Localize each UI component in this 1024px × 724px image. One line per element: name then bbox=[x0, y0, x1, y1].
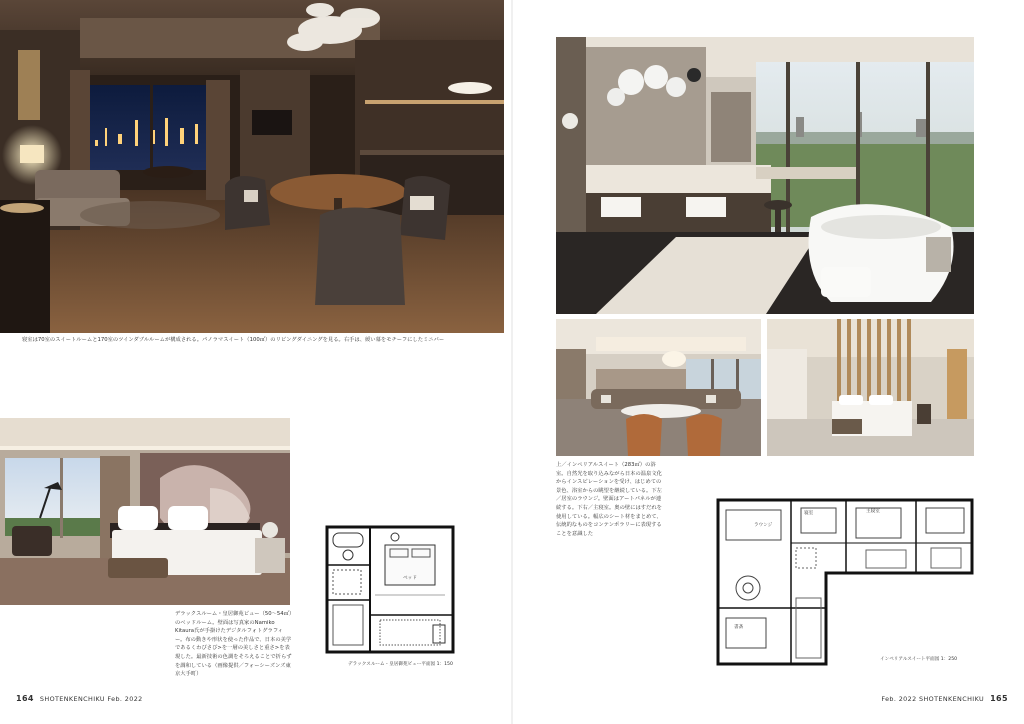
plan-room-label-lounge: ラウンジ bbox=[754, 523, 773, 528]
photo-living-dining bbox=[0, 0, 504, 333]
plan-room-label-study: 書斎 bbox=[734, 625, 744, 630]
caption-imperial-suite: 上／インペリアルスイート（283㎡）の浴室。自然光を取り込みながら日本の温泉文化からインスピレーションを受け、はじめての景色、浴室からの眺望を継続している。下左／居室のラウンジ。壁面はアートパネルが連続する。下右／主寝室。奥の壁にはすだれを使用している。幅広のシート材をまとめて、伝統的なものをコンテンポラリーに表現することを意識した bbox=[556, 462, 662, 537]
page-number-right: 165 bbox=[990, 694, 1008, 703]
photo-imperial-master-bedroom bbox=[767, 319, 974, 456]
plan-room-label-bedroom: 寝室 bbox=[804, 511, 814, 516]
caption-deluxe-room: デラックスルーム・皇居御苑ビュー（50〜54㎡）のベッドルーム。壁面は写真家のNamiko Kitaura氏が手掛けたデジタルフォトグラフィー。布の動きや形状を使った作品で、日本の美学であるくわびさび>を一層の美しさと重さ>を表現した。最新技術の色調をそろえることで折らずを調和している（画像提供／フォーシーズンズ東京大手町） bbox=[175, 611, 292, 678]
page-number-left: 164 bbox=[16, 694, 34, 703]
page-gutter bbox=[511, 0, 513, 724]
plan-room-label-master-bedroom: 主寝室 bbox=[866, 509, 880, 514]
plan-room-label-bed: ベッド bbox=[403, 576, 417, 581]
floorplan-imperial-label: インペリアルスイート平面図 1：250 bbox=[880, 657, 958, 662]
folio-right bbox=[881, 694, 1014, 703]
photo-deluxe-bedroom bbox=[0, 418, 290, 605]
floorplan-deluxe-label: デラックスルーム・皇居御苑ビュー平面図 1：150 bbox=[348, 662, 453, 667]
caption-living-dining: 寝室は70室のスイートルームと170室のツインダブルルームが構成される。パノラマスイート（100㎡）のリビングダイニングを見る。右手は、緩い幕をモチーフにしたミニバー bbox=[22, 337, 445, 343]
folio-left-text: SHOTENKENCHIKU Feb. 2022 bbox=[39, 695, 143, 703]
folio-right-text: Feb. 2022 SHOTENKENCHIKU bbox=[881, 695, 985, 703]
floorplan-deluxe-room bbox=[325, 525, 455, 655]
floorplan-imperial-suite bbox=[716, 498, 974, 666]
folio-left bbox=[10, 694, 143, 703]
photo-imperial-bathroom bbox=[556, 37, 974, 314]
photo-imperial-lounge bbox=[556, 319, 761, 456]
